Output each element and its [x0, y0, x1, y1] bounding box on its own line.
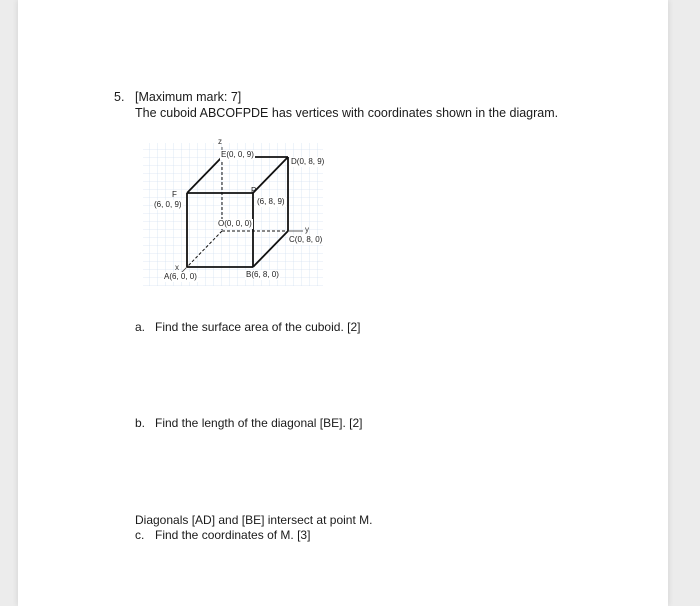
worksheet-page — [18, 0, 668, 606]
part-b-letter: b. — [135, 416, 146, 430]
part-c-question: Find the coordinates of M. [3] — [155, 528, 311, 542]
part-b-question: Find the length of the diagonal [BE]. [2] — [155, 416, 363, 430]
z-axis-label: z — [218, 137, 222, 146]
vertex-p-letter: P — [251, 186, 257, 195]
question-number: 5. — [114, 90, 125, 104]
vertex-o-label: O(0, 0, 0) — [218, 219, 252, 228]
y-axis-label: y — [305, 225, 309, 234]
vertex-a-label: A(6, 0, 0) — [164, 272, 197, 281]
question-header: [Maximum mark: 7] — [135, 90, 242, 104]
part-c-intro: Diagonals [AD] and [BE] intersect at point M. — [135, 513, 373, 527]
cuboid-diagram — [133, 133, 343, 293]
vertex-f-label: (6, 0, 9) — [154, 200, 182, 209]
vertex-e-label: E(0, 0, 9) — [221, 150, 254, 159]
vertex-d-label: D(0, 8, 9) — [291, 157, 325, 166]
part-c-letter: c. — [135, 528, 145, 542]
x-axis-label: x — [175, 263, 179, 272]
part-a-question: Find the surface area of the cuboid. [2] — [155, 320, 361, 334]
vertex-c-label: C(0, 8, 0) — [289, 235, 323, 244]
part-a-letter: a. — [135, 320, 146, 334]
question-intro: The cuboid ABCOFPDE has vertices with coordinates shown in the diagram. — [135, 106, 559, 120]
vertex-f-letter: F — [172, 190, 177, 199]
vertex-b-label: B(6, 8, 0) — [246, 270, 279, 279]
vertex-p-label: (6, 8, 9) — [257, 197, 285, 206]
